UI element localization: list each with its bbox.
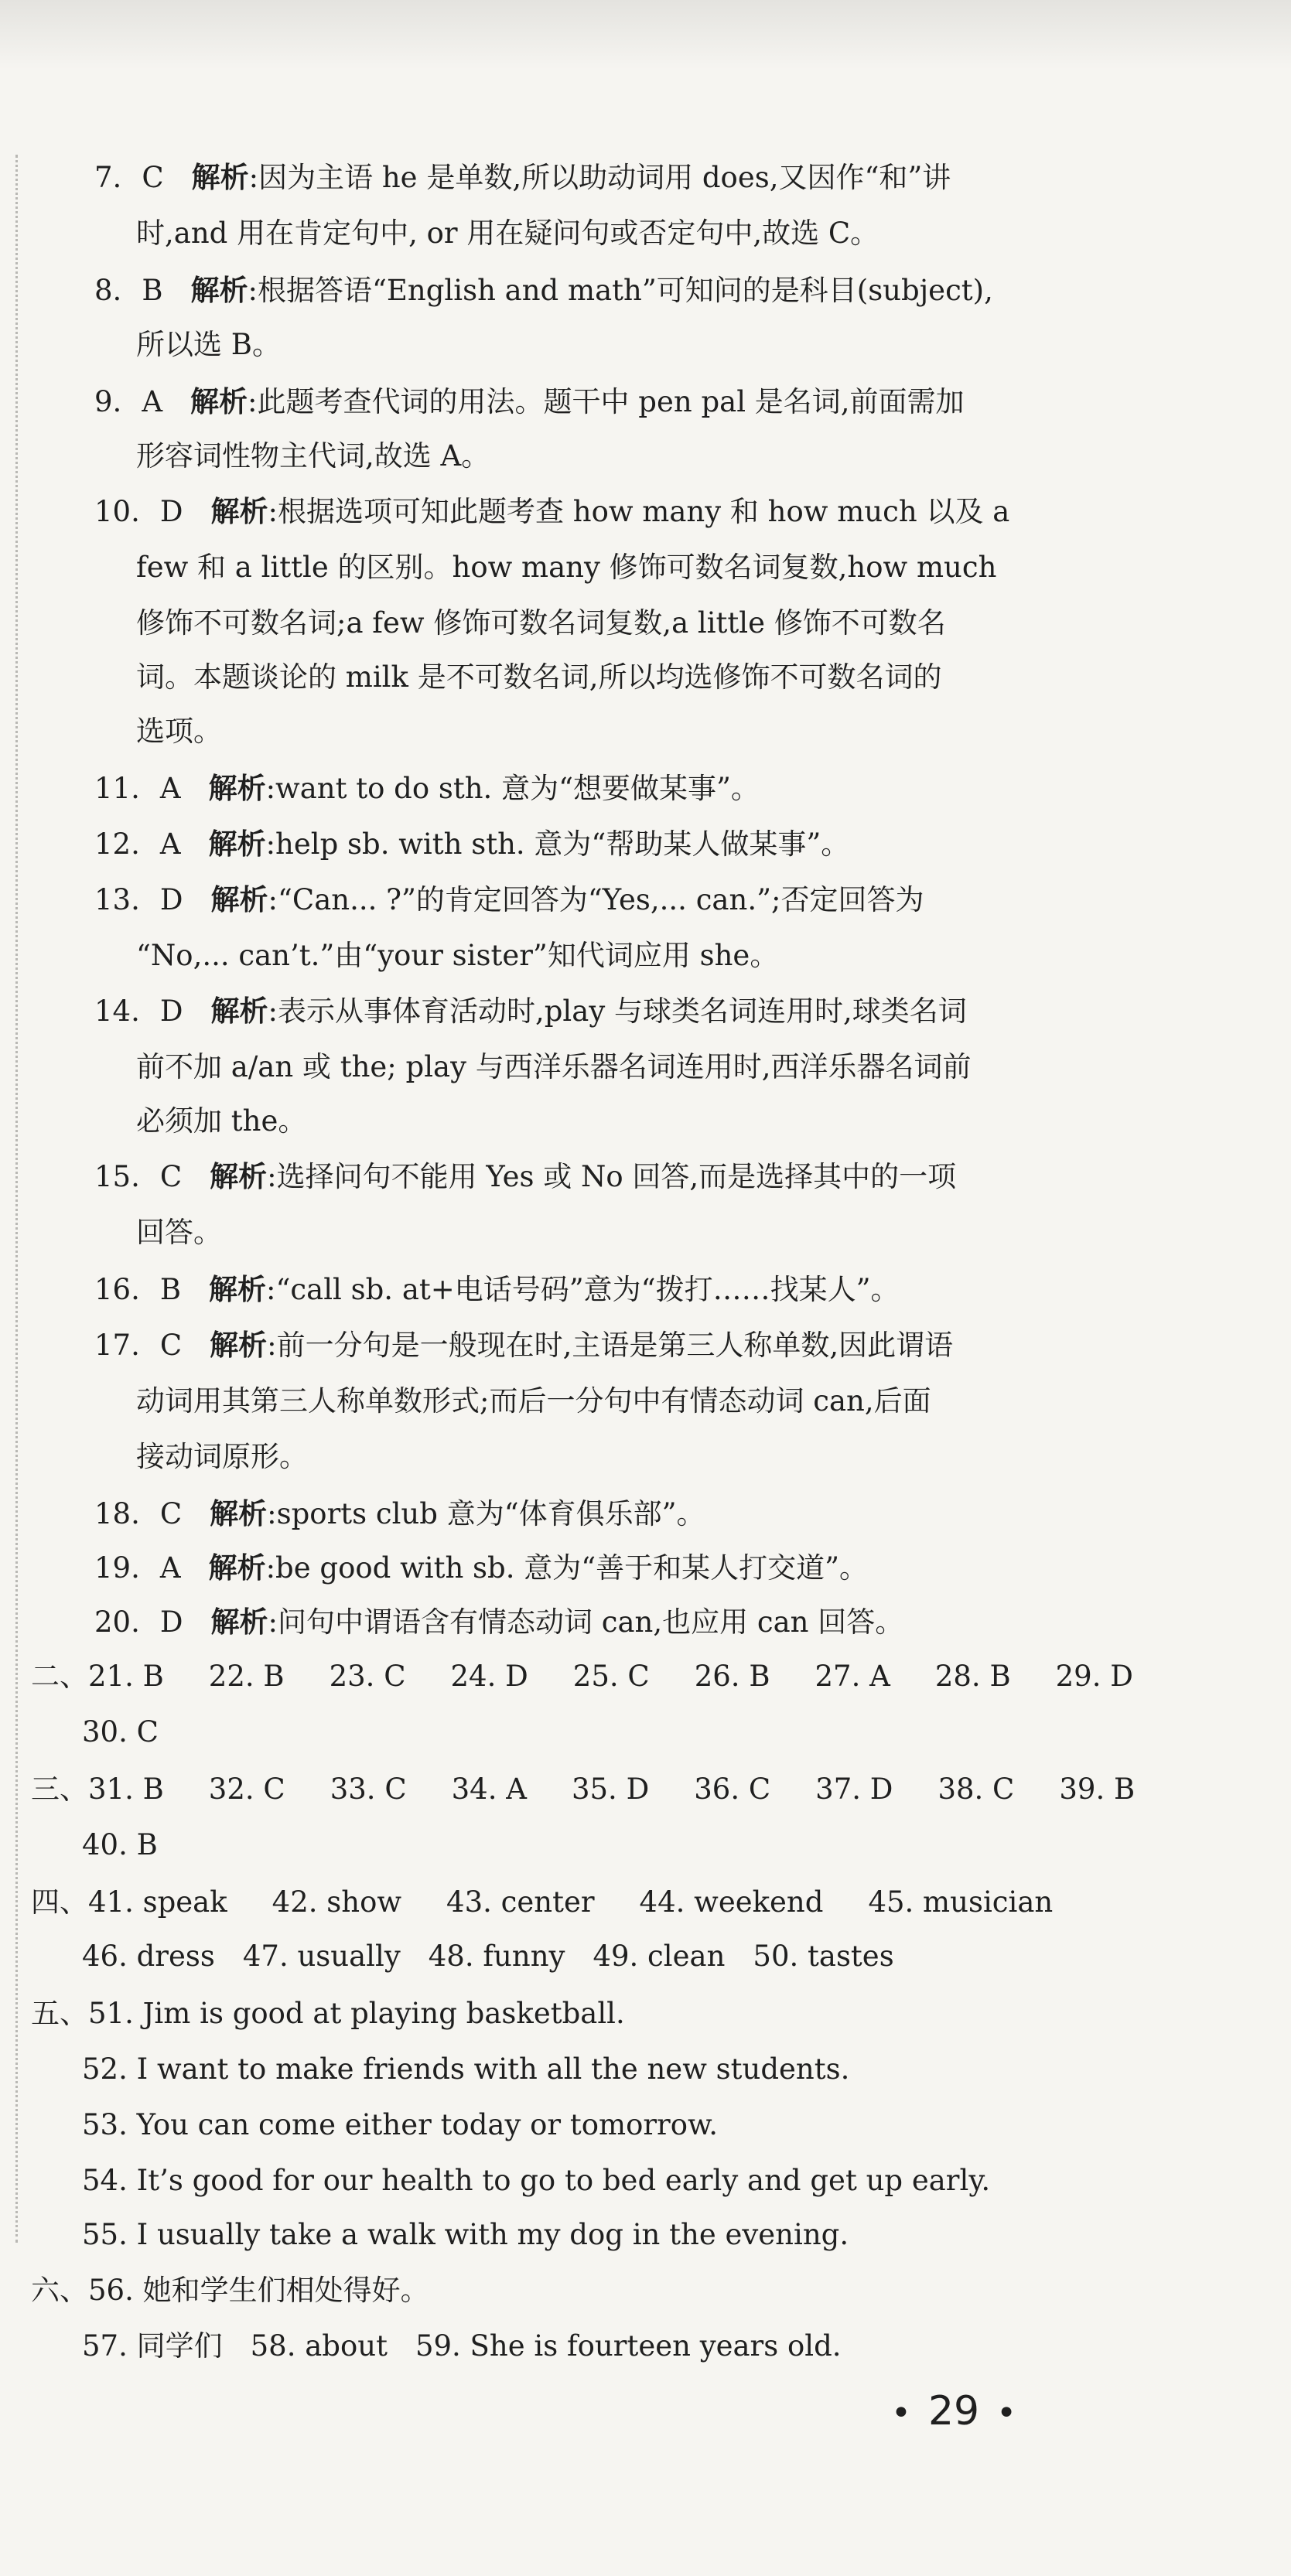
explanation-text: 回答。 xyxy=(136,1216,222,1249)
answer-letter: A xyxy=(159,1551,181,1585)
answer-item: 50. tastes xyxy=(753,1940,894,1973)
explanation-9 xyxy=(94,384,965,421)
binding-margin-line xyxy=(15,155,18,2243)
analysis-label: 解析 xyxy=(210,495,268,528)
analysis-label: 解析 xyxy=(210,995,268,1028)
answer-item: 22. B xyxy=(208,1660,285,1693)
explanation-text: 词。本题谈论的 milk 是不可数名词,所以均选修饰不可数名词的 xyxy=(136,660,942,694)
answer-item: 32. C xyxy=(208,1772,285,1806)
section-6-line-56 xyxy=(31,2272,429,2309)
explanation-text: :“call sb. at+电话号码”意为“拨打……找某人”。 xyxy=(266,1273,900,1306)
explanation-text: 动词用其第三人称单数形式;而后一分句中有情态动词 can,后面 xyxy=(136,1384,931,1418)
explanation-text: 必须加 the。 xyxy=(136,1104,307,1138)
answer-item: 45. musician xyxy=(868,1885,1054,1919)
question-number: 19. xyxy=(94,1551,140,1585)
explanation-20 xyxy=(94,1604,903,1641)
analysis-label: 解析 xyxy=(191,161,249,194)
explanation-text: 修饰不可数名词;a few 修饰可数名词复数,a little 修饰不可数名 xyxy=(136,606,946,640)
explanation-14 xyxy=(94,993,967,1030)
section-marker: 二、 xyxy=(31,1660,88,1693)
answer-item: 24. D xyxy=(450,1660,528,1693)
answer-item: 23. C xyxy=(329,1660,406,1693)
explanation-12 xyxy=(94,826,849,863)
section-2-row-1 xyxy=(31,1658,1178,1695)
answer-item: 47. usually xyxy=(242,1940,401,1973)
translation-answer: 56. 她和学生们相处得好。 xyxy=(88,2274,429,2307)
analysis-label: 解析 xyxy=(210,1605,268,1639)
sentence-answer: 53. You can come either today or tomorrow. xyxy=(82,2108,719,2141)
question-number: 8. xyxy=(94,274,122,307)
section-marker: 三、 xyxy=(31,1772,88,1806)
answer-item: 57. 同学们 xyxy=(82,2329,223,2363)
explanation-17 xyxy=(94,1327,953,1364)
answer-letter: D xyxy=(159,1605,183,1639)
answer-letter: A xyxy=(159,772,181,805)
answer-letter: D xyxy=(159,883,183,916)
question-number: 13. xyxy=(94,883,140,916)
answer-letter: C xyxy=(159,1329,183,1362)
explanation-15 xyxy=(94,1158,956,1196)
answer-item: 29. D xyxy=(1055,1660,1133,1693)
answer-item: 38. C xyxy=(938,1772,1015,1806)
answer-item: 31. B xyxy=(88,1772,164,1806)
explanation-text: :根据答语“English and math”可知问的是科目(subject), xyxy=(248,274,993,307)
sentence-answer: 51. Jim is good at playing basketball. xyxy=(88,1997,625,2030)
question-number: 7. xyxy=(94,161,122,194)
answer-item: 44. weekend xyxy=(639,1885,824,1919)
explanation-10 xyxy=(94,493,1009,531)
explanation-text: :表示从事体育活动时,play 与球类名词连用时,球类名词 xyxy=(268,995,967,1028)
answer-item: 35. D xyxy=(571,1772,650,1806)
answer-item: 26. B xyxy=(694,1660,770,1693)
page-number xyxy=(874,2388,1033,2437)
explanation-text: 所以选 B。 xyxy=(136,328,281,361)
explanation-7 xyxy=(94,159,951,196)
page-number-value: 29 xyxy=(927,2388,980,2434)
answer-letter: D xyxy=(159,495,183,528)
answer-letter: A xyxy=(159,827,181,861)
answer-item: 42. show xyxy=(272,1885,402,1919)
sentence-answer: 54. It’s good for our health to go to bed early and get up early. xyxy=(82,2164,991,2197)
answer-letter: B xyxy=(142,274,163,307)
question-number: 11. xyxy=(94,772,140,805)
explanation-text: “No,... can’t.”由“your sister”知代词应用 she。 xyxy=(136,939,779,972)
section-6-line-57 xyxy=(82,2328,842,2365)
answer-item: 21. B xyxy=(88,1660,164,1693)
question-number: 17. xyxy=(94,1329,140,1362)
analysis-label: 解析 xyxy=(208,1551,266,1585)
explanation-text: 选项。 xyxy=(136,715,222,748)
scan-edge-shadow xyxy=(0,0,1291,70)
page-number-dot: • xyxy=(891,2393,911,2433)
answer-item: 34. A xyxy=(451,1772,527,1806)
question-number: 20. xyxy=(94,1605,140,1639)
answer-item: 40. B xyxy=(82,1828,158,1861)
analysis-label: 解析 xyxy=(210,1160,268,1193)
answer-item: 43. center xyxy=(446,1885,595,1919)
answer-letter: A xyxy=(142,385,163,418)
explanation-text: few 和 a little 的区别。how many 修饰可数名词复数,how much xyxy=(136,551,997,584)
analysis-label: 解析 xyxy=(208,827,266,861)
answer-letter: C xyxy=(142,161,164,194)
explanation-19 xyxy=(94,1550,868,1587)
analysis-label: 解析 xyxy=(190,274,248,307)
explanation-text: 接动词原形。 xyxy=(136,1440,308,1473)
sentence-answer: 52. I want to make friends with all the new students. xyxy=(82,2052,850,2086)
explanation-text: :help sb. with sth. 意为“帮助某人做某事”。 xyxy=(265,827,850,861)
sentence-answer: 55. I usually take a walk with my dog in the evening. xyxy=(82,2218,849,2251)
explanation-13 xyxy=(94,882,924,919)
answer-item: 49. clean xyxy=(593,1940,726,1973)
analysis-label: 解析 xyxy=(210,1497,268,1530)
section-marker: 五、 xyxy=(31,1997,88,2030)
answer-item: 33. C xyxy=(330,1772,407,1806)
explanation-text: :问句中谓语含有情态动词 can,也应用 can 回答。 xyxy=(268,1605,904,1639)
section-4-row-2 xyxy=(82,1938,922,1975)
question-number: 16. xyxy=(94,1273,140,1306)
answer-item: 36. C xyxy=(694,1772,771,1806)
answer-item: 28. B xyxy=(934,1660,1011,1693)
section-3-row-1 xyxy=(31,1771,1180,1808)
section-4-row-1 xyxy=(31,1884,1098,1921)
explanation-text: :选择问句不能用 Yes 或 No 回答,而是选择其中的一项 xyxy=(267,1160,957,1193)
explanation-16 xyxy=(94,1271,900,1308)
explanation-text: :前一分句是一般现在时,主语是第三人称单数,因此谓语 xyxy=(267,1329,954,1362)
question-number: 9. xyxy=(94,385,122,418)
answer-item: 59. She is fourteen years old. xyxy=(415,2329,842,2363)
analysis-label: 解析 xyxy=(190,385,248,418)
explanation-18 xyxy=(94,1496,705,1533)
answer-item: 58. about xyxy=(250,2329,388,2363)
explanation-text: :“Can... ?”的肯定回答为“Yes,... can.”;否定回答为 xyxy=(268,883,924,916)
section-5-line-51 xyxy=(31,1995,625,2032)
answer-item: 25. C xyxy=(572,1660,650,1693)
explanation-text: 形容词性物主代词,故选 A。 xyxy=(136,439,490,473)
analysis-label: 解析 xyxy=(210,883,268,916)
explanation-text: :因为主语 he 是单数,所以助动词用 does,又因作“和”讲 xyxy=(248,161,951,194)
explanation-text: 时,and 用在肯定句中, or 用在疑问句或否定句中,故选 C。 xyxy=(136,217,879,250)
question-number: 18. xyxy=(94,1497,140,1530)
question-number: 15. xyxy=(94,1160,140,1193)
answer-letter: B xyxy=(159,1273,182,1306)
explanation-text: 前不加 a/an 或 the; play 与西洋乐器名词连用时,西洋乐器名词前 xyxy=(136,1050,972,1083)
answer-item: 46. dress xyxy=(82,1940,215,1973)
answer-letter: C xyxy=(159,1497,183,1530)
question-number: 10. xyxy=(94,495,140,528)
section-marker: 六、 xyxy=(31,2274,88,2307)
section-3-row-2 xyxy=(82,1827,203,1864)
explanation-text: :sports club 意为“体育俱乐部”。 xyxy=(267,1497,705,1530)
question-number: 12. xyxy=(94,827,140,861)
answer-item: 27. A xyxy=(815,1660,890,1693)
section-2-row-2 xyxy=(82,1714,203,1751)
explanation-11 xyxy=(94,770,760,807)
explanation-text: :此题考查代词的用法。题干中 pen pal 是名词,前面需加 xyxy=(248,385,965,418)
explanation-text: :want to do sth. 意为“想要做某事”。 xyxy=(265,772,760,805)
answer-item: 37. D xyxy=(815,1772,893,1806)
answer-item: 30. C xyxy=(82,1715,159,1749)
section-marker: 四、 xyxy=(31,1885,88,1919)
analysis-label: 解析 xyxy=(209,1273,267,1306)
analysis-label: 解析 xyxy=(208,772,266,805)
answer-letter: D xyxy=(159,995,183,1028)
answer-item: 39. B xyxy=(1059,1772,1136,1806)
answer-item: 41. speak xyxy=(88,1885,227,1919)
explanation-text: :根据选项可知此题考查 how many 和 how much 以及 a xyxy=(268,495,1010,528)
explanation-text: :be good with sb. 意为“善于和某人打交道”。 xyxy=(265,1551,869,1585)
analysis-label: 解析 xyxy=(210,1329,268,1362)
explanation-8 xyxy=(94,272,993,309)
question-number: 14. xyxy=(94,995,140,1028)
answer-item: 48. funny xyxy=(428,1940,565,1973)
page-number-dot: • xyxy=(996,2393,1017,2433)
answer-letter: C xyxy=(159,1160,183,1193)
